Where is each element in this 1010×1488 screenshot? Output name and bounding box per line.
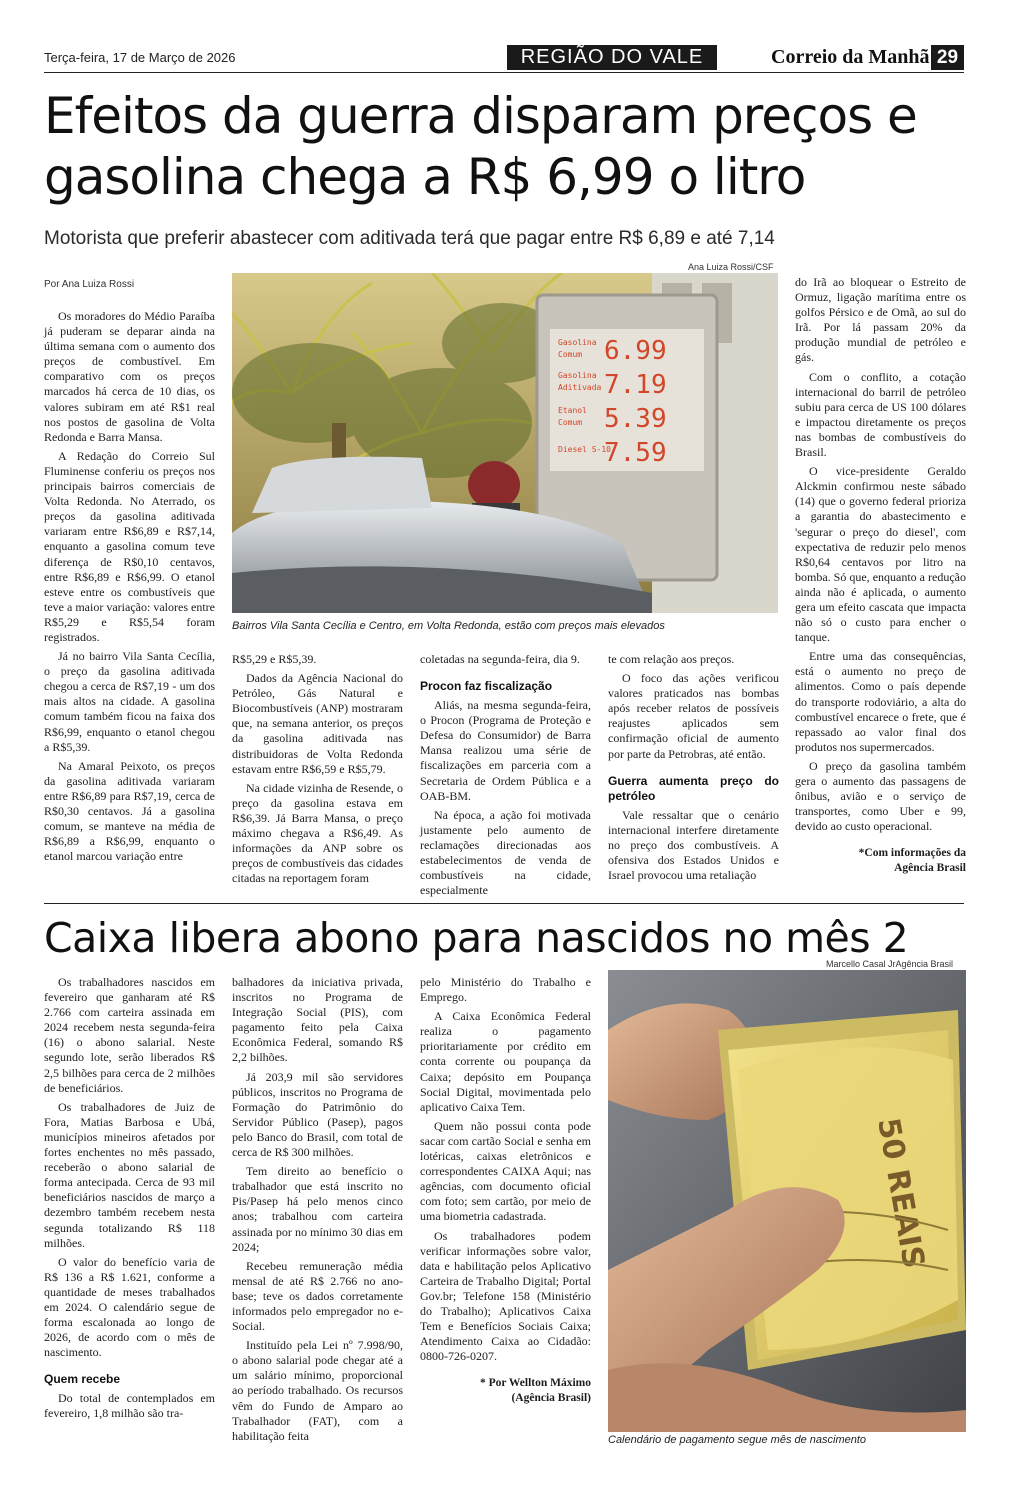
article1-column-3 [420,652,591,902]
paragraph: te com relação aos preços. [608,652,735,666]
gas-station-photo [232,273,778,613]
paragraph: do Irã ao bloquear o Estreito de Ormuz, ligação marítima entre os golfos Pérsico e de Omã, ao sul do Irã. Por lá passam 20% da produção mundial de petróleo e gás. [795,275,966,365]
section-label: REGIÃO DO VALE [507,45,717,70]
paragraph: O vice-presidente Geraldo Alckmin confirmou neste sábado (14) que o governo federal prioriza a garantia do abastecimento e 'segurar o preço do diesel', com expectativa de reduzir pelo menos R$0,64 centavos por litro na bomba. Só que, enquanto a redução ainda não é aplicada, o aumento gera um efeito cascata que impacta não só o custo para encher o tanque. [795,464,966,645]
article2-column-2 [232,975,403,1448]
paragraph: A Caixa Econômica Federal realiza o pagamento prioritariamente por crédito em conta corrente ou poupança da Caixa; depósito em Poupança Social Digital, movimentada pelo aplicativo Caixa Tem. [420,1009,591,1114]
price-label-3: Etanol [558,406,587,415]
paragraph: Instituído pela Lei nº 7.998/90, o abono salarial pode chegar até a um salário mínimo, proporcional ao período trabalhado. Os recursos vêm do Fundo de Amparo ao Trabalhador (FAT), com a habilitação feita [232,1338,403,1443]
photo2-credit: Marcello Casal JrAgência Brasil [826,959,954,969]
paragraph: Do total de contemplados em fevereiro, 1,8 milhão são tra- [44,1391,215,1421]
article1-column-2 [232,652,403,890]
paragraph: Tem direito ao benefício o trabalhador que está inscrito no Pis/Pasep há pelo menos cinco anos; trabalhou com carteira assinada por no mínimo 30 dias em 2024; [232,1164,403,1254]
article1-headline: Efeitos da guerra disparam preços e gasolina chega a R$ 6,99 o litro [44,87,917,206]
price-label-2: Gasolina [558,371,597,380]
price-sub-3: Comum [558,418,583,427]
price-value-1: 6.99 [604,336,667,366]
subhead-guerra: Guerra aumenta preço do petróleo [608,773,779,803]
paragraph: Vale ressaltar que o cenário internacional interfere diretamente no preço dos combustíveis. A ofensiva dos Estados Unidos e Israel provocou uma retaliação [608,807,779,883]
masthead: Correio da Manhã [771,46,930,68]
paragraph: balhadores da iniciativa privada, inscritos no Programa de Integração Social (PIS), com pagamento feito pela Caixa Econômica Federal, somando R$ 2,2 bilhões. [232,975,403,1065]
article2-column-1 [44,975,215,1426]
paragraph: pelo Ministério do Trabalho e Emprego. [420,975,591,1005]
price-value-3: 5.39 [604,404,667,434]
signoff-line: Agência Brasil [894,862,966,875]
paragraph: O foco das ações verificou valores praticados nas bombas após receber relatos de possíveis reajustes aplicados sem confirmação oficial de aumento por parte da Petrobras, até então. [608,671,779,761]
price-label-4: Diesel S-10 [558,445,611,454]
gas-station-illustration [232,273,778,613]
signoff-line: * Por Wellton Máximo [479,1377,591,1390]
article1-byline: Por Ana Luiza Rossi [44,279,135,290]
article1-column-5 [795,275,966,876]
paragraph: Na cidade vizinha de Resende, o preço da gasolina estava em R$6,39. Já Barra Mansa, o preço máximo chegava a R$6,49. As informações da ANP sobre os preços de combustíveis das cidades citadas na reportagem foram [232,780,403,886]
price-value-2: 7.19 [604,370,667,400]
banknote-text: 50 REAIS [870,1115,931,1271]
paragraph: Os trabalhadores de Juiz de Fora, Matias Barbosa e Ubá, municípios mineiros afetados por fortes enchentes no mês passado, receberão o abono salarial de forma antecipada. Cerca de 93 mil beneficiários nascidos de março a dezembro também recebem nesta segunda totalizando R$ 118 milhões. [44,1099,215,1250]
paragraph: O valor do benefício varia de R$ 136 a R$ 1.621, conforme a quantidade de meses trabalhados em 2024. O calendário segue de forma escalonada ao longo de 2026, de acordo com o mês de nascimento. [44,1254,215,1360]
paragraph: Na Amaral Peixoto, os preços da gasolina aditivada variaram entre R$6,89 para R$7,19, cerca de R$0,30 centavos. Já a gasolina comum, se manteve na média de R$6,89 a R$6,99, enquanto o etanol marcou variação entre [44,758,215,864]
subhead-procon: Procon faz fiscalização [420,679,553,694]
subhead-quem-recebe: Quem recebe [44,1372,121,1387]
article2-headline: Caixa libera abono para nascidos no mês 2 [44,914,909,962]
paragraph: Os moradores do Médio Paraíba já puderam se deparar ainda na última semana com o aumento dos preços de combustível. Em comparativo com os preços marcados há cerca de 10 dias, os valores subiram em até R$1 real nos postos de gasolina de Volta Redonda e Barra Mansa. [44,309,215,444]
paragraph: R$5,29 e R$5,39. [232,652,317,666]
paragraph: Entre uma das consequências, está o aumento no preço de alimentos. Como o país depende do transporte rodoviário, a alta do combustível encarece o frete, que é repassado ao valor final dos produtos nos supermercados. [795,649,966,754]
header-rule [44,72,964,73]
paragraph: Com o conflito, a cotação internacional do barril de petróleo subiu para cerca de US 100 dólares e impactou diretamente os preços nas bombas de combustíveis do Brasil. [795,369,966,460]
price-sub-2: Aditivada [558,383,602,392]
banknotes-illustration [608,970,966,1432]
banknotes-photo [608,970,966,1432]
price-label-1: Gasolina [558,338,597,347]
issue-date: Terça-feira, 17 de Março de 2026 [44,50,236,65]
price-value-4: 7.59 [604,438,667,468]
paragraph: Quem não possui conta pode sacar com cartão Social e senha em lotéricas, caixas eletrônicos e correspondentes CAIXA Aqui; nas agências, com documento oficial com foto; sem cartão, por meio de uma biometria cadastrada. [420,1118,591,1224]
article2-signoff [420,1376,591,1406]
paragraph: Já 203,9 mil são servidores públicos, inscritos no Programa de Formação do Patrimônio do Servidor Público (Pasep), pagos pelo Banco do Brasil, com total de cerca de R$ 300 milhões. [232,1069,403,1160]
paragraph: Já no bairro Vila Santa Cecília, o preço da gasolina aditivada chegou a cerca de R$7,19 - um dos mais altos na cidade. A gasolina comum também ficou na faixa dos R$6,99, enquanto o etanol chegou a R$5,39. [44,649,215,754]
article1-column-1 [44,309,215,868]
article1-column-4 [608,652,779,887]
paragraph: Na época, a ação foi motivada justamente pelo aumento de reclamações direcionadas aos estabelecimentos de venda de combustíveis na cidade, especialmente [420,807,591,898]
article1-deck: Motorista que preferir abastecer com aditivada terá que pagar entre R$ 6,89 e até 7,14 [44,228,775,249]
article-separator [44,903,964,904]
signoff-line: (Agência Brasil) [511,1392,591,1405]
signoff-line: *Com informações da [858,847,966,860]
paragraph: Os trabalhadores nascidos em fevereiro que ganharam até R$ 2.766 com carteira assinada em 2024 recebem nesta segunda-feira (16) o abono salarial. Neste segundo lote, serão liberados R$ 2,5 bilhões para cerca de 2 milhões de beneficiários. [44,975,215,1095]
paragraph: coletadas na segunda-feira, dia 9. [420,652,580,666]
paragraph: Aliás, na mesma segunda-feira, o Procon (Programa de Proteção e Defesa do Consumidor) de Barra Mansa realizou uma série de fiscalizações em parceria com a Secretaria de Ordem Pública e a OAB-BM. [420,698,591,803]
paragraph: Os trabalhadores podem verificar informações sobre valor, data e habilitação pelos Aplicativo Carteira de Trabalho Digital; Portal Gov.br; Telefone 158 (Ministério do Trabalho); Aplicativos Caixa Tem e Benefícios Sociais Caixa; Atendimento Caixa ao Cidadão: 0800-726-0207. [420,1228,591,1364]
price-sub-1: Comum [558,350,583,359]
photo1-credit: Ana Luiza Rossi/CSF [688,262,774,272]
article2-column-3 [420,975,591,1406]
paragraph: Dados da Agência Nacional do Petróleo, Gás Natural e Biocombustíveis (ANP) mostraram que, na semana anterior, os preços da gasolina aditivada nas distribuidoras de Volta Redonda estavam entre R$6,59 e R$5,79. [232,671,403,776]
photo2-caption: Calendário de pagamento segue mês de nascimento [608,1434,867,1446]
page-number: 29 [931,45,964,70]
paragraph: Recebeu remuneração média mensal de até R$ 2.766 no ano-base; teve os dados corretamente informados pelo empregador no e-Social. [232,1258,403,1334]
paragraph: A Redação do Correio Sul Fluminense conferiu os preços nos principais bairros comerciais de Volta Redonda. No Aterrado, os preços da gasolina aditivada variaram entre R$6,89 e R$7,14, enquanto a gasolina comum teve diferença de R$0,10 centavos, entre R$6,89 e R$6,99. O etanol esteve entre os combustíveis que teve a maior variação: valores entre R$5,29 e R$5,54 foram registrados. [44,448,215,644]
article1-signoff [795,846,966,876]
paragraph: O preço da gasolina também gera o aumento das passagens de ônibus, avião e o serviço de transportes, como Uber e 99, devido ao custo operacional. [795,758,966,834]
photo1-caption: Bairros Vila Santa Cecília e Centro, em Volta Redonda, estão com preços mais elevados [232,620,665,632]
